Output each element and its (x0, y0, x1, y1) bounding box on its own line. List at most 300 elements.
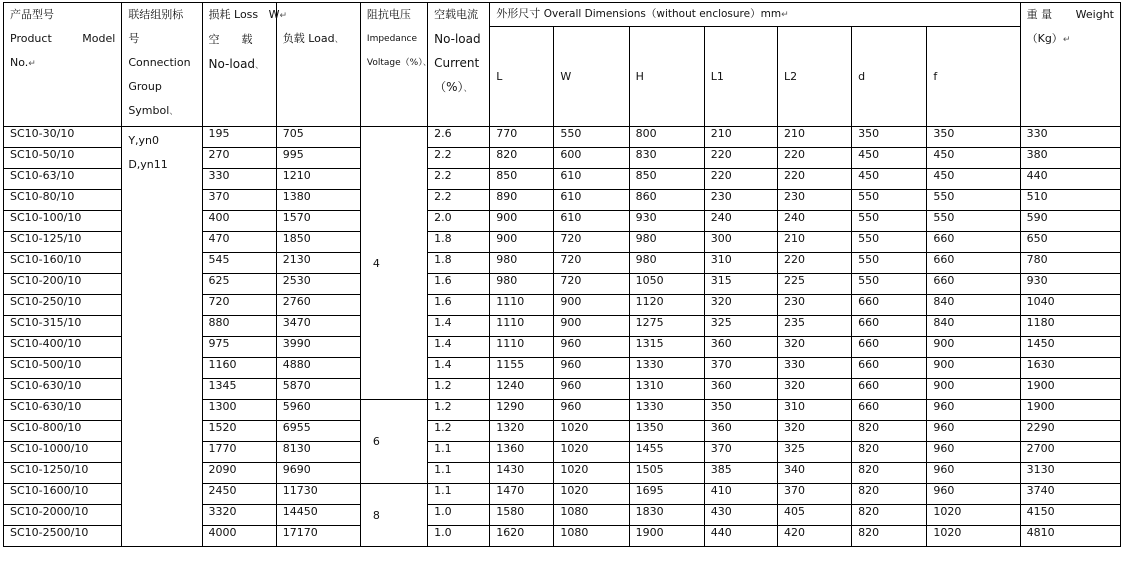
header-noload-loss (202, 3, 288, 127)
data-cell (428, 379, 490, 400)
data-cell (704, 358, 777, 379)
header-weight-cn: 重 量 (1026, 8, 1053, 21)
data-cell (490, 274, 554, 295)
cell-value: 1020 (560, 442, 589, 455)
cell-value: 980 (496, 274, 518, 287)
load-loss-cell (276, 211, 360, 232)
cell-value: 1240 (496, 379, 525, 392)
data-cell (428, 148, 490, 169)
load-loss-cell (276, 526, 360, 547)
data-cell (490, 253, 554, 274)
cell-value: 1310 (635, 379, 664, 392)
header-cur-en-3: （%） (434, 80, 464, 94)
data-cell (428, 526, 490, 547)
cell-value: 1315 (635, 337, 664, 350)
data-cell (428, 295, 490, 316)
header-connection (122, 3, 202, 127)
data-cell (927, 379, 1020, 400)
data-cell (704, 274, 777, 295)
data-cell (927, 400, 1020, 421)
data-cell (490, 358, 554, 379)
data-cell (777, 358, 851, 379)
data-cell (927, 211, 1020, 232)
noload-loss-cell (202, 379, 276, 400)
data-cell (704, 169, 777, 190)
header-dim-en: Overall Dimensions（without enclosure）mm (543, 8, 782, 20)
header-imp-en-2: Voltage（%） (366, 58, 423, 68)
cell-value: 660 (858, 316, 880, 329)
header-cur-en-3-wrap: （%）、 (434, 80, 473, 94)
cell-value: 1275 (635, 316, 664, 329)
model-value: SC10-100/10 (10, 211, 82, 224)
cell-value: 3320 (208, 505, 237, 518)
data-cell (1020, 169, 1120, 190)
data-cell (629, 463, 704, 484)
cell-value: 1380 (282, 190, 311, 203)
data-cell (852, 421, 927, 442)
data-cell (777, 253, 851, 274)
data-cell (1020, 337, 1120, 358)
header-conn-symbol: Symbol (128, 104, 170, 117)
data-cell (490, 127, 554, 148)
data-cell (1020, 379, 1120, 400)
noload-loss-cell (202, 505, 276, 526)
cell-value: 11730 (282, 484, 318, 497)
data-cell (704, 190, 777, 211)
data-cell (704, 148, 777, 169)
model-value: SC10-2500/10 (10, 526, 89, 539)
cell-value: 545 (208, 253, 230, 266)
cell-value: 1570 (282, 211, 311, 224)
cell-value: 980 (635, 232, 657, 245)
data-cell (777, 190, 851, 211)
cell-value: 1505 (635, 463, 664, 476)
data-cell (554, 232, 629, 253)
model-value: SC10-160/10 (10, 253, 82, 266)
cell-value: 350 (858, 127, 880, 140)
model-cell (4, 190, 122, 211)
model-cell (4, 337, 122, 358)
data-cell (490, 505, 554, 526)
header-imp-cn: 阻抗电压 (366, 8, 411, 21)
load-loss-cell (276, 127, 360, 148)
data-cell (704, 127, 777, 148)
data-cell (777, 148, 851, 169)
data-cell (927, 295, 1020, 316)
header-weight-line (1027, 3, 1120, 27)
cell-value: 370 (710, 358, 732, 371)
data-cell (852, 169, 927, 190)
header-weight-unit-wrap: （Kg）↵ (1026, 32, 1071, 45)
data-cell (852, 190, 927, 211)
cell-value: 2.2 (434, 169, 452, 182)
cell-value: 960 (933, 463, 955, 476)
cell-value: 660 (933, 274, 955, 287)
cell-value: 1350 (635, 421, 664, 434)
data-cell (777, 274, 851, 295)
data-cell (852, 484, 927, 505)
data-cell (490, 337, 554, 358)
data-cell (927, 337, 1020, 358)
cell-value: 240 (783, 211, 805, 224)
data-cell (777, 211, 851, 232)
model-value: SC10-400/10 (10, 337, 82, 350)
model-value: SC10-250/10 (10, 295, 82, 308)
data-cell (1020, 316, 1120, 337)
header-conn-en-3: Symbol、 (128, 104, 179, 117)
data-cell (428, 400, 490, 421)
data-cell (852, 211, 927, 232)
cell-value: 820 (496, 148, 518, 161)
data-cell (852, 253, 927, 274)
cell-value: 370 (710, 442, 732, 455)
header-loss-cn: 损耗 Loss (208, 8, 259, 21)
header-imp-en-1: Impedance (366, 34, 418, 44)
model-value: SC10-1600/10 (10, 484, 89, 497)
data-cell (1020, 400, 1120, 421)
data-cell (1020, 274, 1120, 295)
data-cell (490, 379, 554, 400)
cell-value: 660 (858, 295, 880, 308)
cell-value: 1120 (635, 295, 664, 308)
data-cell (1020, 505, 1120, 526)
cell-value: 230 (783, 190, 805, 203)
data-cell (927, 127, 1020, 148)
data-cell (554, 190, 629, 211)
impedance-group-cell (360, 127, 427, 400)
cell-value: 310 (783, 400, 805, 413)
cell-value: 300 (710, 232, 732, 245)
cell-value: 235 (783, 316, 805, 329)
data-cell (777, 400, 851, 421)
data-cell (927, 463, 1020, 484)
cell-value: 1430 (496, 463, 525, 476)
cell-value: 820 (858, 505, 880, 518)
cell-value: 850 (496, 169, 518, 182)
data-cell (927, 232, 1020, 253)
data-cell (554, 484, 629, 505)
header-conn-cn-1: 联结组别标 (128, 8, 184, 21)
data-cell (554, 505, 629, 526)
cell-value: 350 (933, 127, 955, 140)
data-cell (490, 442, 554, 463)
cell-value: 1050 (635, 274, 664, 287)
model-cell (4, 358, 122, 379)
cell-value: 4150 (1026, 505, 1055, 518)
cell-value: 600 (560, 148, 582, 161)
data-cell (428, 127, 490, 148)
load-loss-cell (276, 253, 360, 274)
cell-value: 210 (783, 232, 805, 245)
cell-value: 850 (635, 169, 657, 182)
header-weight (1020, 3, 1120, 127)
cell-value: 210 (783, 127, 805, 140)
cell-value: 370 (783, 484, 805, 497)
data-cell (704, 232, 777, 253)
data-cell (554, 379, 629, 400)
cell-value: 1580 (496, 505, 525, 518)
cell-value: 1300 (208, 400, 237, 413)
load-loss-cell (276, 337, 360, 358)
model-value: SC10-500/10 (10, 358, 82, 371)
cell-value: 1.1 (434, 484, 452, 497)
cell-value: 3740 (1026, 484, 1055, 497)
cell-value: 1155 (496, 358, 525, 371)
cell-value: 720 (560, 253, 582, 266)
header-noload-cn: 空 载 (208, 33, 253, 46)
header-model-en-3: No.↵ (10, 56, 36, 69)
cell-value: 860 (635, 190, 657, 203)
cell-value: 1630 (1026, 358, 1055, 371)
cell-value: 820 (858, 442, 880, 455)
data-cell (428, 421, 490, 442)
cell-value: 410 (710, 484, 732, 497)
noload-loss-cell (202, 463, 276, 484)
cell-value: 2.6 (434, 127, 452, 140)
cell-value: 8130 (282, 442, 311, 455)
connection-group-value: D,yn11 (128, 158, 168, 171)
cell-value: 1.2 (434, 421, 452, 434)
header-dim-l1 (704, 27, 777, 127)
data-cell (1020, 232, 1120, 253)
cell-value: 1040 (1026, 295, 1055, 308)
data-cell (1020, 484, 1120, 505)
data-cell (927, 274, 1020, 295)
data-cell (704, 253, 777, 274)
header-load-cn: 负载 Load (282, 32, 335, 45)
model-cell (4, 169, 122, 190)
noload-loss-cell (202, 442, 276, 463)
cell-value: 980 (496, 253, 518, 266)
data-cell (777, 127, 851, 148)
model-value: SC10-630/10 (10, 379, 82, 392)
load-loss-cell (276, 232, 360, 253)
cell-value: 1.4 (434, 337, 452, 350)
header-model-en (10, 27, 121, 51)
cell-value: 550 (933, 190, 955, 203)
model-value: SC10-30/10 (10, 127, 75, 140)
data-cell (927, 421, 1020, 442)
cell-value: 220 (710, 169, 732, 182)
cell-value: 780 (1026, 253, 1048, 266)
header-model-cn: 产品型号 (10, 8, 54, 21)
cell-value: 1.6 (434, 274, 452, 287)
cell-value: 1.8 (434, 232, 452, 245)
data-cell (927, 442, 1020, 463)
header-dim-label: f (933, 70, 938, 83)
data-cell (629, 148, 704, 169)
cell-value: 470 (208, 232, 230, 245)
cell-value: 550 (933, 211, 955, 224)
cell-value: 450 (858, 169, 880, 182)
header-cur-en-1: No-load (434, 32, 481, 46)
model-value: SC10-630/10 (10, 400, 82, 413)
data-cell (704, 526, 777, 547)
data-cell (629, 358, 704, 379)
cell-value: 320 (783, 379, 805, 392)
data-cell (428, 232, 490, 253)
model-cell (4, 295, 122, 316)
cell-value: 820 (858, 463, 880, 476)
cell-value: 510 (1026, 190, 1048, 203)
cell-value: 5960 (282, 400, 311, 413)
cell-value: 1.0 (434, 526, 452, 539)
data-cell (554, 463, 629, 484)
data-cell (777, 232, 851, 253)
data-cell (629, 169, 704, 190)
header-cur-cn: 空载电流 (434, 8, 479, 21)
cell-value: 660 (858, 337, 880, 350)
header-dim-l (490, 27, 554, 127)
noload-loss-cell (202, 253, 276, 274)
model-cell (4, 400, 122, 421)
model-value: SC10-2000/10 (10, 505, 89, 518)
cell-value: 4880 (282, 358, 311, 371)
noload-loss-cell (202, 358, 276, 379)
cell-value: 440 (710, 526, 732, 539)
data-cell (428, 505, 490, 526)
cell-value: 1.6 (434, 295, 452, 308)
model-value: SC10-1250/10 (10, 463, 89, 476)
connection-group-cell (122, 127, 202, 547)
cell-value: 405 (783, 505, 805, 518)
load-loss-cell (276, 442, 360, 463)
load-loss-cell (276, 505, 360, 526)
header-dim-l2 (777, 27, 851, 127)
cell-value: 1455 (635, 442, 664, 455)
data-cell (1020, 148, 1120, 169)
cell-value: 550 (858, 253, 880, 266)
cell-value: 1345 (208, 379, 237, 392)
cell-value: 610 (560, 211, 582, 224)
cell-value: 1330 (635, 400, 664, 413)
header-dim-label: L1 (710, 70, 724, 83)
data-cell (428, 358, 490, 379)
cell-value: 1020 (560, 463, 589, 476)
model-cell (4, 253, 122, 274)
cell-value: 1080 (560, 526, 589, 539)
cell-value: 400 (208, 211, 230, 224)
header-weight-en: Weight (1075, 8, 1114, 21)
data-cell (629, 190, 704, 211)
cell-value: 360 (710, 421, 732, 434)
data-cell (428, 484, 490, 505)
cell-value: 960 (933, 442, 955, 455)
cell-value: 1850 (282, 232, 311, 245)
model-cell (4, 463, 122, 484)
cell-value: 960 (933, 421, 955, 434)
cell-value: 995 (282, 148, 304, 161)
cell-value: 800 (635, 127, 657, 140)
header-model-no: No. (10, 56, 29, 69)
cell-value: 830 (635, 148, 657, 161)
header-dim-cn: 外形尺寸 (496, 7, 541, 20)
cell-value: 2700 (1026, 442, 1055, 455)
cell-value: 840 (933, 295, 955, 308)
impedance-group-cell (360, 484, 427, 547)
data-cell (704, 484, 777, 505)
data-cell (1020, 295, 1120, 316)
data-cell (777, 463, 851, 484)
noload-loss-cell (202, 295, 276, 316)
noload-loss-cell (202, 400, 276, 421)
cell-value: 430 (710, 505, 732, 518)
cell-value: 550 (858, 190, 880, 203)
cell-value: 610 (560, 190, 582, 203)
data-cell (704, 442, 777, 463)
data-cell (777, 421, 851, 442)
cell-value: 590 (1026, 211, 1048, 224)
cell-value: 450 (858, 148, 880, 161)
model-cell (4, 274, 122, 295)
data-cell (629, 337, 704, 358)
header-dim-label: H (635, 70, 644, 83)
cell-value: 270 (208, 148, 230, 161)
data-cell (428, 190, 490, 211)
data-cell (629, 253, 704, 274)
load-loss-cell (276, 190, 360, 211)
data-cell (490, 148, 554, 169)
cell-value: 1330 (635, 358, 664, 371)
data-cell (852, 295, 927, 316)
data-cell (777, 337, 851, 358)
cell-value: 975 (208, 337, 230, 350)
model-value: SC10-315/10 (10, 316, 82, 329)
cell-value: 720 (560, 274, 582, 287)
data-cell (777, 295, 851, 316)
cell-value: 660 (933, 232, 955, 245)
cell-value: 1520 (208, 421, 237, 434)
data-cell (554, 127, 629, 148)
cell-value: 220 (710, 148, 732, 161)
header-loss-unit: W (268, 8, 280, 21)
cell-value: 820 (858, 484, 880, 497)
cell-value: 1080 (560, 505, 589, 518)
cell-value: 1.1 (434, 442, 452, 455)
cell-value: 980 (635, 253, 657, 266)
data-cell (777, 526, 851, 547)
table-row (4, 127, 1121, 148)
data-cell (428, 316, 490, 337)
cell-value: 1020 (560, 421, 589, 434)
noload-loss-cell (202, 211, 276, 232)
data-cell (428, 274, 490, 295)
data-cell (554, 169, 629, 190)
cell-value: 220 (783, 253, 805, 266)
noload-loss-cell (202, 337, 276, 358)
data-cell (554, 274, 629, 295)
cell-value: 820 (858, 526, 880, 539)
data-cell (777, 505, 851, 526)
noload-loss-cell (202, 148, 276, 169)
data-cell (927, 358, 1020, 379)
data-cell (629, 400, 704, 421)
cell-value: 1.2 (434, 400, 452, 413)
model-value: SC10-50/10 (10, 148, 75, 161)
header-dim-label: L2 (783, 70, 798, 83)
data-cell (852, 526, 927, 547)
data-cell (927, 190, 1020, 211)
header-noload-en-wrap: No-load、 (208, 57, 265, 71)
data-cell (777, 316, 851, 337)
data-cell (927, 253, 1020, 274)
noload-loss-cell (202, 526, 276, 547)
data-cell (629, 379, 704, 400)
cell-value: 660 (858, 358, 880, 371)
data-cell (554, 358, 629, 379)
data-cell (852, 148, 927, 169)
data-cell (1020, 253, 1120, 274)
